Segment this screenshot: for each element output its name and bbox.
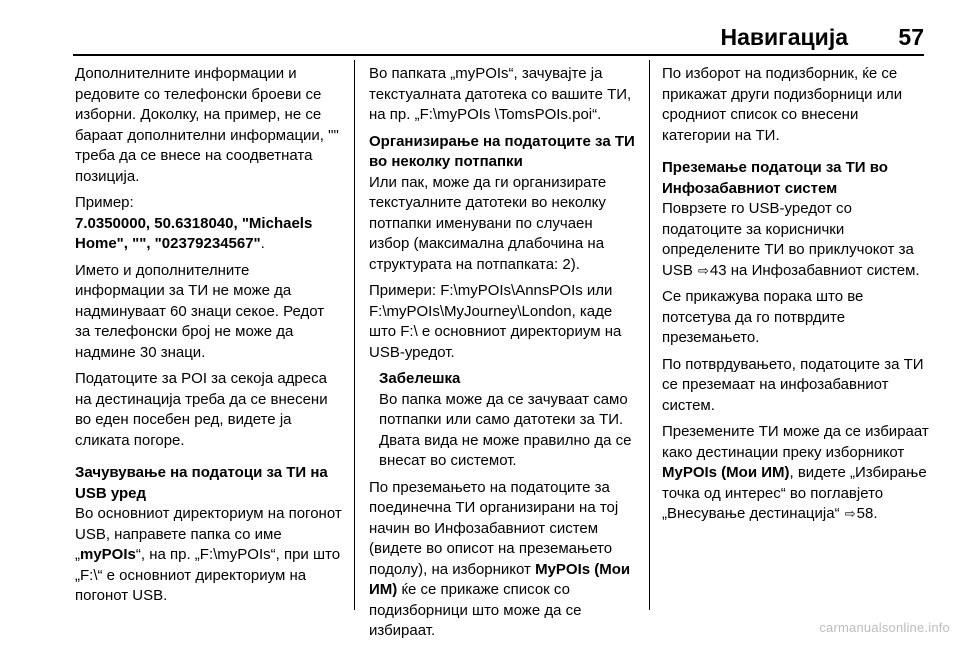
column-3	[662, 64, 930, 531]
watermark: carmanualsonline.info	[819, 620, 950, 635]
column-divider	[354, 60, 355, 610]
bold-text: myPOIs	[80, 546, 136, 563]
text: , видете „Избирање точка од интерес“ во поглавјето „Внесување дестинација“	[662, 464, 927, 522]
note-box	[369, 369, 637, 472]
paragraph: Примери: F:\myPOIs\AnnsPOIs или F:\myPOIs\MyJourney\London, каде што F:\ е основниот директориум на USB-уредот.	[369, 282, 622, 361]
example-value: 7.0350000, 50.6318040, "Michaels Home", "", "02379234567"	[75, 214, 313, 252]
text: По преземањето на податоците за поединечна ТИ организирани на тој начин во Инфозабавниот систем (видете во описот на преземањето подолу), на изборникот	[369, 478, 619, 578]
paragraph: Дополнителните информации и редовите со телефонски броеви се изборни. Доколку, на пример, не се бараат дополнителни информации, "" треба да се внесе на соодветната позиција.	[75, 65, 339, 185]
note-text: Во папка може да се зачуваат само потпапки или само датотеки за ТИ. Двата вида не може правилно да се внесат во системот.	[379, 390, 632, 469]
example-label: Пример:	[75, 194, 134, 211]
text: Во основниот директориум на погонот USB, направете папка со име „	[75, 505, 342, 563]
paragraph: По изборот на подизборник, ќе се прикажат други подизборници или сродниот список со внесени категории на ТИ.	[662, 65, 903, 144]
text: ќе се прикаже список со подизборници што може да се избираат.	[369, 581, 582, 639]
text: Преземените ТИ може да се избираат како дестинации преку изборникот	[662, 423, 929, 461]
paragraph: Или пак, може да ги организирате текстуалните датотеки во неколку потпапки именувани по случаен избор (максимална длабочина на структурата на потпапката: 2).	[369, 173, 607, 273]
text: .	[873, 505, 878, 522]
paragraph: Во папката „myPOIs“, зачувајте ја текстуалната датотека со вашите ТИ, на пр. „F:\myPOIs \TomsPOIs.poi“.	[369, 65, 632, 123]
page-reference: 58	[856, 505, 874, 522]
example-end: .	[260, 235, 265, 252]
page-reference-icon: ⇨	[844, 506, 856, 521]
section-heading: Преземање податоци за ТИ во Инфозабавниот систем	[662, 159, 888, 197]
page-header	[0, 0, 960, 56]
column-divider	[649, 60, 650, 610]
page-number: 57	[898, 24, 924, 50]
example-paragraph	[75, 193, 343, 255]
page-reference: 43	[709, 261, 727, 279]
paragraph: Податоците за POI за секоја адреса на дестинација треба да се внесени во еден посебен ред, видете ја сликата погоре.	[75, 370, 328, 449]
bold-text: MyPOIs (Мои ИМ)	[369, 560, 631, 598]
bold-text: MyPOIs (Мои ИМ)	[662, 464, 790, 481]
paragraph	[662, 422, 930, 525]
text: на Инфозабавниот систем.	[726, 261, 920, 279]
page-reference-icon: ⇨	[698, 262, 709, 278]
paragraph: Се прикажува порака што ве потсетува да го потврдите преземањето.	[662, 288, 864, 346]
text: Поврзете го USB-уредот со податоците за кориснички определените ТИ во приклучокот за USB	[662, 200, 914, 279]
header-rule	[73, 54, 924, 56]
section-heading: Организирање на податоците за ТИ во неколку потпапки	[369, 132, 635, 170]
paragraph	[662, 199, 930, 281]
page-title: Навигација	[720, 24, 848, 50]
section-heading: Зачувување на податоци за ТИ на USB уред	[75, 464, 328, 502]
paragraph	[75, 504, 343, 607]
paragraph: По потврдувањето, податоците за ТИ се преземаат на инфозабавниот систем.	[662, 355, 924, 414]
column-2	[369, 64, 637, 648]
text: “, на пр. „F:\myPOIs“, при што „F:\“ е основниот директориум на погонот USB.	[75, 546, 341, 604]
column-1	[75, 64, 343, 613]
paragraph: Името и дополнителните информации за ТИ не може да надминуваат 60 знаци секое. Редот за телефонски број не може да надмине 30 знаци.	[75, 261, 325, 361]
paragraph	[369, 478, 637, 642]
note-title: Забелешка	[379, 370, 461, 387]
